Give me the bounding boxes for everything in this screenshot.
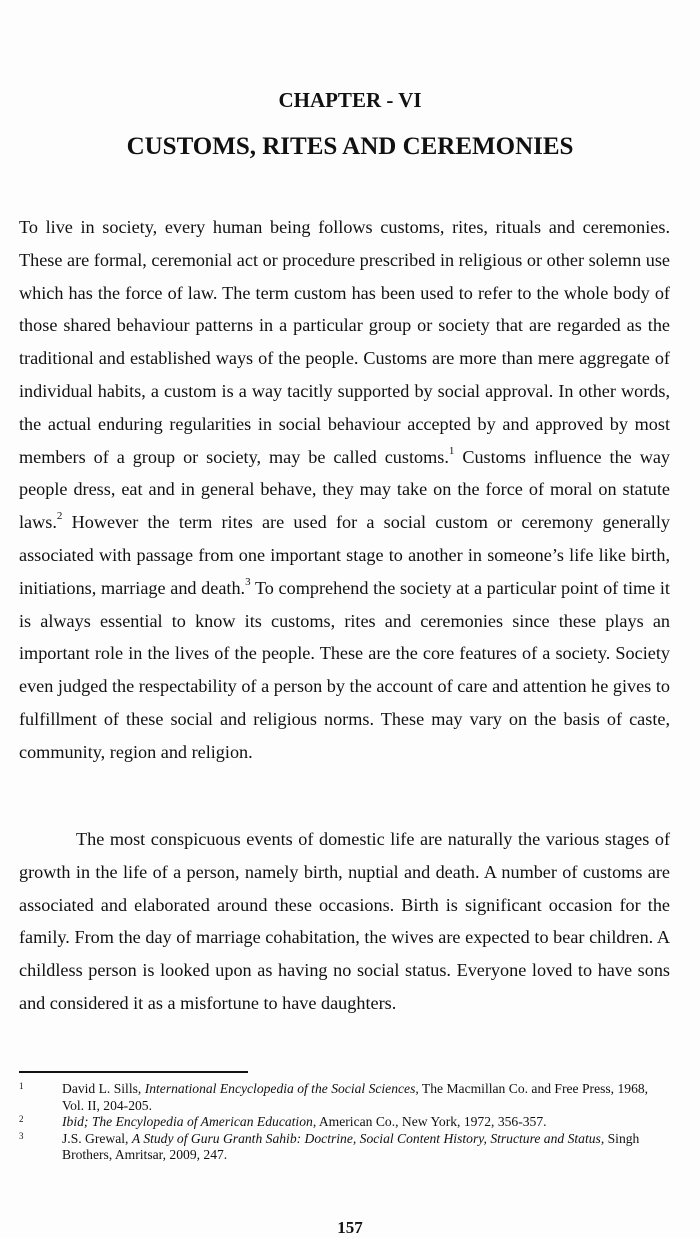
footnote-ref-1[interactable]: 1 bbox=[448, 444, 455, 457]
footnote-title: International Encyclopedia of the Social Sciences bbox=[144, 1081, 416, 1096]
page-number: 157 bbox=[337, 1218, 363, 1237]
footnote-publisher: , American Co., New York, 1972, 356-357. bbox=[312, 1114, 547, 1129]
paragraph-1-text-a: To live in society, every human being follows customs, rites, rituals and ceremonies. These are formal, ceremonial act or procedure prescribed in religious or other solemn use which has the force of law. The term custom has been used to refer to the whole body of those shared behaviour patterns in a particular group or society that are regarded as the traditional and established ways of the people. Customs are more than mere aggregate of individual habits, a custom is a way tacitly supported by social approval. In other words, the actual enduring regularities in social behaviour accepted by and approved by most members of a group or society, may be called customs. bbox=[19, 217, 670, 467]
paragraph-1-text-c: However the term rites are used for a social custom or ceremony generally associated with passage from one important stage to another in someone’s life like birth, initiations, marriage and death. bbox=[19, 512, 670, 598]
footnote-mark: 3 bbox=[19, 1130, 24, 1141]
footnote-mark: 1 bbox=[19, 1081, 24, 1091]
footnote-3 bbox=[19, 1131, 670, 1164]
footnote-title: Ibid; The Encylopedia of American Education bbox=[62, 1114, 313, 1129]
footnote-ref-2[interactable]: 2 bbox=[56, 510, 63, 523]
body-paragraph-2: The most conspicuous events of domestic life are naturally the various stages of growth in the life of a person, namely birth, nuptial and death. A number of customs are associated and elaborated around these occasions. Birth is significant occasion for the family. From the day of marriage cohabitation, the wives are expected to bear children. A childless person is looked upon as having no social status. Everyone loved to have sons and considered it as a misfortune to have daughters. bbox=[19, 829, 670, 1013]
footnote-ref-3[interactable]: 3 bbox=[245, 575, 251, 588]
footnote-separator bbox=[19, 1071, 248, 1073]
footnote-author: David L. Sills, bbox=[62, 1081, 145, 1096]
footnote-author: J.S. Grewal, bbox=[62, 1130, 132, 1146]
footnote-2 bbox=[19, 1114, 670, 1131]
body-paragraph-1 bbox=[19, 211, 670, 769]
footnote-1 bbox=[19, 1081, 670, 1114]
footnote-title: A Study of Guru Granth Sahib: Doctrine, Social Content History, Structure and Status bbox=[131, 1130, 601, 1146]
paragraph-1-text-d: To comprehend the society at a particular point of time it is always essential to know its customs, rites and ceremonies since these plays an important role in the lives of the people. These are the core features of a society. Society even judged the respectability of a person by the account of care and attention he gives to fulfillment of these social and religious norms. These may vary on the basis of caste, community, region and religion. bbox=[19, 577, 670, 762]
paragraph-1-text-b: Customs influence the way people dress, eat and in general behave, they may take on the force of moral on statute laws. bbox=[19, 446, 670, 533]
footnotes bbox=[19, 1081, 670, 1164]
footnote-publisher: , The Macmillan Co. and Free Press, 1968, Vol. II, 204-205. bbox=[62, 1081, 649, 1113]
footnote-mark: 2 bbox=[19, 1114, 24, 1124]
chapter-number: CHAPTER - VI bbox=[278, 88, 422, 112]
chapter-title: CUSTOMS, RITES AND CEREMONIES bbox=[126, 133, 574, 160]
footnote-publisher: , Singh Brothers, Amritsar, 2009, 247. bbox=[62, 1130, 640, 1162]
